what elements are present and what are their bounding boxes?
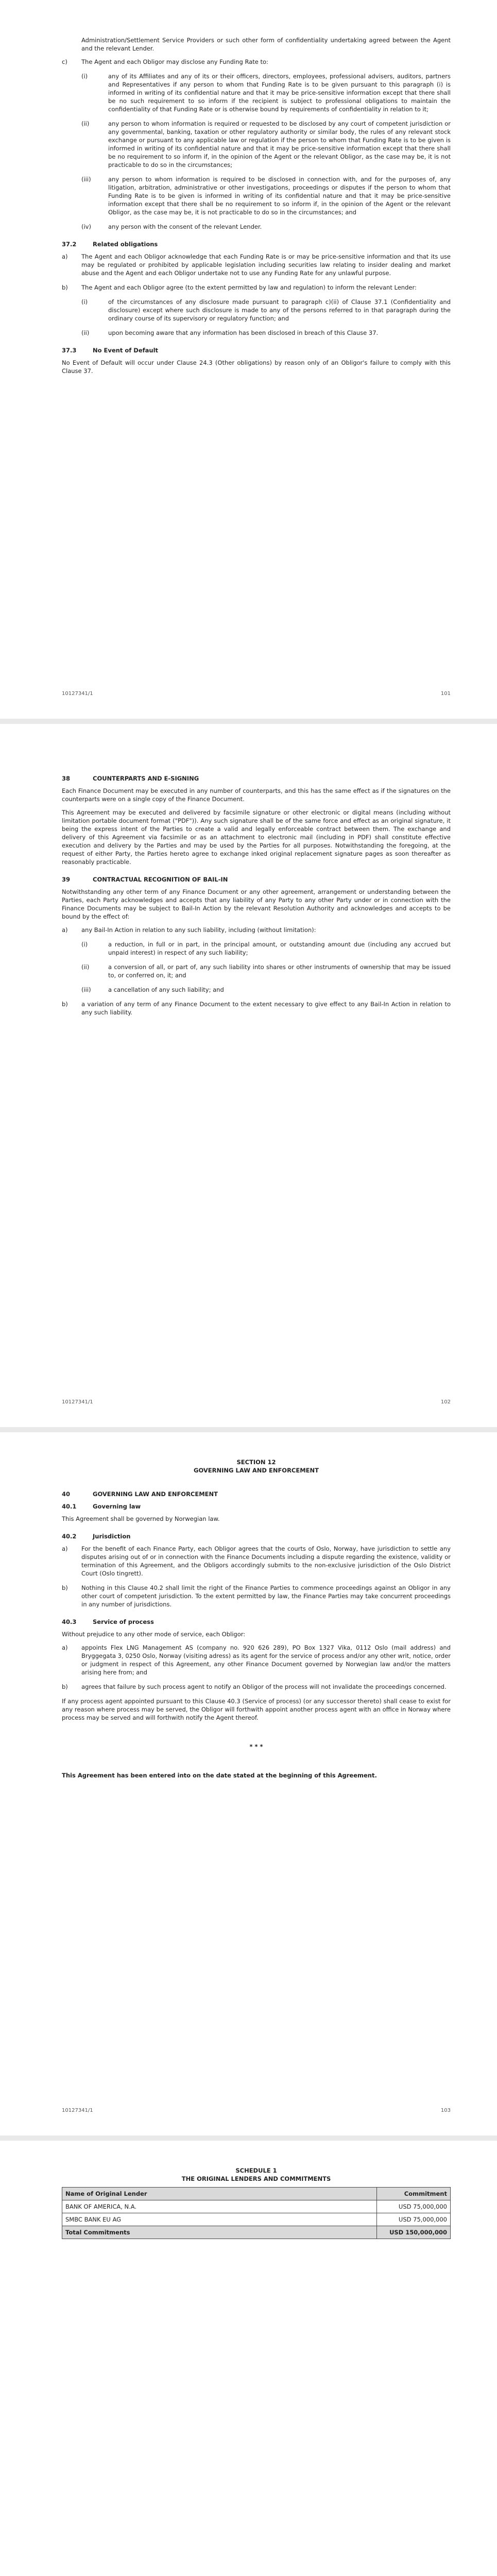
clause-a [62,1545,451,1578]
item-text: of the circumstances of any disclosure made pursuant to paragraph c)(ii) of Clause 37.1 (Confidentiality and disclosure) except where such disclosure is made to any of the persons referred to in that paragraph during the ordinary course of its supervisory or regulatory function; and [108,298,451,322]
heading-number: 40.1 [62,1503,77,1510]
clause-a-items [81,940,451,994]
clause-text: The Agent and each Obligor agree (to the extent permitted by law and regulation) to inform the relevant Lender: [81,284,417,291]
list-item [81,175,451,216]
item-label: (iii) [81,986,91,993]
page-footer [62,2107,451,2115]
closing-statement: This Agreement has been entered into on the date stated at the beginning of this Agreement. [62,1772,377,1779]
list-item [81,298,451,323]
item-text: a reduction, in full or in part, in the principal amount, or outstanding amount due (including any accrued but unpaid interest) in respect of any such liability; [108,941,451,956]
clause-c-items [81,72,451,231]
clause-a [62,252,451,277]
item-text: any person with the consent of the relevant Lender. [108,223,262,230]
item-label: (ii) [81,329,90,336]
list-item [81,329,451,337]
table-total-row [62,2226,451,2239]
heading-title: GOVERNING LAW AND ENFORCEMENT [93,1490,218,1498]
table-header-row [62,2188,451,2200]
paragraph: Without prejudice to any other mode of service, each Obligor: [62,1631,246,1638]
page-number: 101 [440,691,451,697]
heading-title: Jurisdiction [93,1533,131,1540]
heading-37-2 [62,240,451,248]
item-text: a conversion of all, or part of, any such liability into shares or other instruments of ownership that may be issued to, or conferred on, it; and [108,963,451,979]
clause-text: agrees that failure by such process agent to notify an Obligor of the process will not invalidate the proceedings concerned. [81,1683,447,1690]
list-item [81,963,451,979]
heading-title: No Event of Default [93,347,159,354]
clause-text: appoints Flex LNG Management AS (company no. 920 626 289), PO Box 1327 Vika, 0112 Oslo (mail address) and Bryggegata 3, 0250 Oslo, Norway (visiting adress) as its agent for the service of process and/or any other writ, notice, order or judgment in respect of this Agreement, any other Finance Document governed by Norwegian law and/or the matters arising here from; and [81,1644,451,1676]
list-item [81,120,451,169]
page-number: 103 [440,2108,451,2113]
clause-b [62,283,451,292]
schedule-title: THE ORIGINAL LENDERS AND COMMITMENTS [181,2175,331,2182]
column-header-commitment: Commitment [377,2188,451,2200]
item-text: upon becoming aware that any information has been disclosed in breach of this Clause 37. [108,329,379,336]
service-clause-a [62,1643,451,1676]
item-label: (iv) [81,223,91,230]
lender-commitment: USD 75,000,000 [377,2213,451,2226]
list-item [81,986,451,994]
lender-name: SMBC BANK EU AG [62,2213,377,2226]
lender-commitment: USD 75,000,000 [377,2200,451,2213]
item-label: (iii) [81,176,91,183]
heading-40-3 [62,1618,451,1626]
document-page-4 [0,2141,497,2576]
page-footer [62,690,451,698]
heading-number: 37.3 [62,347,77,354]
service-clause-b [62,1683,451,1691]
list-item [81,72,451,113]
clause-label: b) [62,1683,68,1690]
item-label: (i) [81,298,88,306]
lender-name: BANK OF AMERICA, N.A. [62,2200,377,2213]
clause-b-items [81,298,451,337]
item-text: any person to whom information is required or requested to be disclosed by any court of competent jurisdiction or any governmental, banking, taxation or other regulatory authority or similar body, the rules of any relevant stock exchange or pursuant to any applicable law or regulation if the person to whom that Funding Rate is to be given is informed in writing of its confidential nature and that it may be price-sensitive information except that there shall be no requirement to so inform if, in the opinion of the Agent or the relevant Obligor, as the case may be, it is not practicable to do so in the circumstances; [108,120,451,168]
document-page-2 [0,724,497,1427]
section-title: GOVERNING LAW AND ENFORCEMENT [194,1467,319,1474]
clause-c [62,58,451,66]
clause-label: a) [62,926,68,934]
item-label: (i) [81,941,88,948]
heading-39 [62,875,451,884]
paragraph: Notwithstanding any other term of any Finance Document or any other agreement, arrangement or understanding between the Parties, each Party acknowledges and accepts that any liability of any Party to any other Party under or in connection with the Finance Documents may be subject to Bail-In Action by the relevant Resolution Authority and acknowledges and accepts to be bound by the effect of: [62,888,451,920]
heading-37-3 [62,346,451,354]
item-label: (ii) [81,120,90,127]
clause-label: c) [62,58,67,65]
heading-number: 39 [62,876,71,883]
clause-label: a) [62,253,68,260]
clause-text: The Agent and each Obligor acknowledge that each Funding Rate is or may be price-sensitive information and that its use may be regulated or prohibited by applicable legislation including securities law relating to insider dealing and market abuse and the Agent and each Obligor undertake not to use any Funding Rate for any unlawful purpose. [81,253,451,277]
heading-number: 40 [62,1490,71,1498]
list-item [81,940,451,957]
total-label: Total Commitments [62,2226,377,2239]
clause-text: For the benefit of each Finance Party, each Obligor agrees that the courts of Oslo, Norway, have jurisdiction to settle any disputes arising out of or in connection with the Finance Documents including a dispute regarding the existence, validity or termination of this Agreement, and the Obligors accordingly submits to the non-exclusive jurisdiction of the Oslo District Court (Oslo tingrett). [81,1545,451,1577]
item-label: (ii) [81,963,90,971]
clause-label: a) [62,1545,68,1552]
clause-label: b) [62,1584,68,1591]
clause-text: a variation of any term of any Finance Document to the extent necessary to give effect to any Bail-In Action in relation to any such liability. [81,1001,451,1016]
paragraph: No Event of Default will occur under Clause 24.3 (Other obligations) by reason only of an Obligor's failure to comply with this Clause 37. [62,359,451,375]
column-header-name: Name of Original Lender [62,2188,377,2200]
heading-title: Related obligations [93,241,158,248]
footer-reference: 10127341/1 [62,691,93,697]
page-number: 102 [440,1399,451,1405]
table-row [62,2200,451,2213]
clause-a [62,926,451,934]
section-number: SECTION 12 [236,1459,276,1466]
document-page-3 [0,1432,497,2136]
heading-number: 40.3 [62,1618,77,1625]
lenders-table [62,2187,451,2239]
document-page-1 [0,0,497,719]
heading-40-1 [62,1502,451,1511]
schedule-number: SCHEDULE 1 [235,2167,277,2174]
list-item [81,223,451,231]
item-label: (i) [81,73,88,80]
heading-number: 38 [62,775,71,782]
separator-stars: * * * [249,1743,263,1750]
item-text: a cancellation of any such liability; and [108,986,224,993]
clause-text: any Bail-In Action in relation to any such liability, including (without limitation): [81,926,316,934]
paragraph: If any process agent appointed pursuant to this Clause 40.3 (Service of process) (or any successor thereto) shall cease to exist for any reason where process may be served, the Obligor will forthwith appoint another process agent with an office in Norway where process may be served and will forthwith notify the Agent thereof. [62,1698,451,1721]
paragraph: Each Finance Document may be executed in any number of counterparts, and this has the same effect as if the signatures on the counterparts were on a single copy of the Finance Document. [62,787,451,803]
clause-label: b) [62,1001,68,1008]
total-amount: USD 150,000,000 [377,2226,451,2239]
heading-title: CONTRACTUAL RECOGNITION OF BAIL-IN [93,876,228,883]
paragraph: Administration/Settlement Service Providers or such other form of confidentiality undertaking agreed between the Agent and the relevant Lender. [81,37,451,52]
table-row [62,2213,451,2226]
heading-number: 37.2 [62,241,77,248]
heading-title: COUNTERPARTS AND E-SIGNING [93,775,199,782]
footer-reference: 10127341/1 [62,1399,93,1405]
clause-b [62,1000,451,1016]
page-footer [62,1398,451,1406]
heading-title: Governing law [93,1503,141,1510]
heading-40 [62,1490,451,1498]
heading-38 [62,774,451,783]
footer-reference: 10127341/1 [62,2108,93,2113]
paragraph: This Agreement may be executed and delivered by facsimile signature or other electronic or digital means (including without limitation portable document format ("PDF")). Any such signature shall be of the same force and effect as an original signature, it being the express intent of the Parties to create a valid and legally enforceable contract between them. The exchange and delivery of this Agreement via facsimile or as an attachment to electronic mail (including in PDF) shall constitute effective execution and delivery by the Parties and may be used by the Parties for all purposes. Notwithstanding the foregoing, at the request of either Party, the Parties hereto agree to exchange inked original replacement signature pages as soon thereafter as reasonably practicable. [62,809,451,866]
heading-number: 40.2 [62,1533,77,1540]
clause-text: Nothing in this Clause 40.2 shall limit the right of the Finance Parties to commence proceedings against an Obligor in any other court of competent jurisdiction. To the extent permitted by law, the Finance Parties may take concurrent proceedings in any number of jurisdictions. [81,1584,451,1608]
item-text: any of its Affiliates and any of its or their officers, directors, employees, professional advisers, auditors, partners and Representatives if any person to whom that Funding Rate is to be given pursuant to this paragraph (i) is informed in writing of its confidential nature and that it may be price-sensitive information except that there shall be no such requirement to so inform if the recipient is subject to professional obligations to maintain the confidentiality of that Funding Rate or is otherwise bound by requirements of confidentiality in relation to it; [108,73,451,113]
clause-text: The Agent and each Obligor may disclose any Funding Rate to: [81,58,268,65]
heading-40-2 [62,1532,451,1540]
paragraph: This Agreement shall be governed by Norwegian law. [62,1515,220,1522]
clause-label: b) [62,284,68,291]
clause-b [62,1584,451,1608]
clause-label: a) [62,1644,68,1651]
heading-title: Service of process [93,1618,154,1625]
item-text: any person to whom information is required to be disclosed in connection with, and for the purposes of, any litigation, arbitration, administrative or other investigations, proceedings or disputes if the person to whom that Funding Rate is to be given is informed in writing of its confidential nature and that it may be price-sensitive information except that there shall be no requirement to so inform if, in the opinion of the Agent or the relevant Obligor, as the case may be, it is not practicable to do so in the circumstances; and [108,176,451,216]
